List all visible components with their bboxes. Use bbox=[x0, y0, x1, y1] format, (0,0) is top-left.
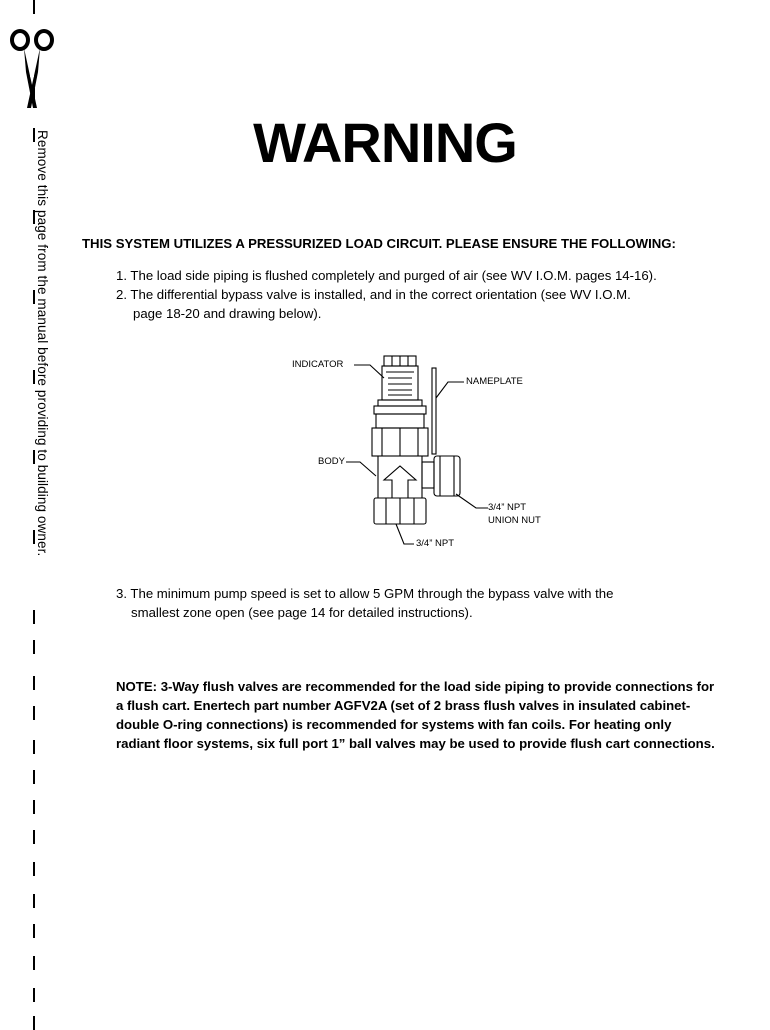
list-item: 2. The differential bypass valve is installed, and in the correct orientation (see WV I.O.M. bbox=[116, 287, 631, 302]
cut-line-dash bbox=[33, 862, 35, 876]
body-label: BODY bbox=[318, 456, 345, 467]
cut-line-dash bbox=[33, 0, 35, 14]
warning-title: WARNING bbox=[253, 111, 517, 174]
scissors-icon bbox=[6, 28, 58, 110]
flush-valve-note: NOTE: 3-Way flush valves are recommended for the load side piping to provide connections for a flush cart. Enertech part number AGFV2A (set of 2 brass flush valves in insulated cabinet-double O-ring connections) is recommended for systems with fan coils. For heating only radiant floor systems, six full port 1” ball valves may be used to provide flush cart connections. bbox=[116, 679, 715, 751]
list-item-3 bbox=[116, 584, 736, 622]
list-item: 3. The minimum pump speed is set to allow 5 GPM through the bypass valve with the bbox=[116, 586, 614, 601]
warning-heading: THIS SYSTEM UTILIZES A PRESSURIZED LOAD CIRCUIT. PLEASE ENSURE THE FOLLOWING: bbox=[82, 236, 676, 251]
valve-illustration bbox=[280, 348, 580, 558]
list-item-continuation: page 18-20 and drawing below). bbox=[133, 306, 322, 321]
list-item-continuation: smallest zone open (see page 14 for detailed instructions). bbox=[131, 605, 473, 620]
cut-line-dash bbox=[33, 706, 35, 720]
npt-bottom-label: 3/4” NPT bbox=[416, 538, 455, 549]
cut-line-dash bbox=[33, 894, 35, 908]
indicator-label: INDICATOR bbox=[292, 359, 344, 370]
list-item: 1. The load side piping is flushed completely and purged of air (see WV I.O.M. pages 14-16). bbox=[116, 268, 657, 283]
nameplate-label: NAMEPLATE bbox=[466, 376, 523, 387]
cut-line-dash bbox=[33, 740, 35, 754]
cut-line-dash bbox=[33, 924, 35, 938]
cut-line-dash bbox=[33, 640, 35, 654]
cut-line-dash bbox=[33, 770, 35, 784]
cut-line-dash bbox=[33, 988, 35, 1002]
npt-side-label: 3/4” NPT bbox=[488, 502, 527, 513]
cut-line-dash bbox=[33, 800, 35, 814]
cut-line-dash bbox=[33, 610, 35, 624]
cut-line-dash bbox=[33, 830, 35, 844]
remove-page-instruction: Remove this page from the manual before providing to building owner. bbox=[35, 130, 50, 557]
union-nut-label: UNION NUT bbox=[488, 515, 541, 526]
bypass-valve-drawing bbox=[280, 348, 580, 558]
checklist bbox=[116, 266, 736, 323]
cut-line-dash bbox=[33, 676, 35, 690]
cut-line-dash bbox=[33, 956, 35, 970]
cut-line-dash bbox=[33, 1016, 35, 1030]
